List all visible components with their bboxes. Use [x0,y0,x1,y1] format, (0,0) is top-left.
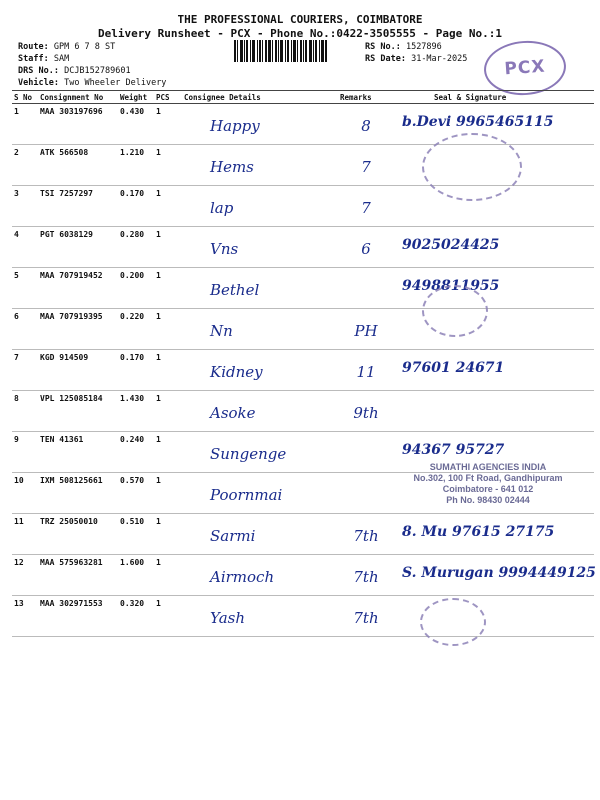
row-pcs: 1 [154,309,182,350]
row-pcs: 1 [154,227,182,268]
row-remark: 11 [338,350,394,391]
row-weight: 0.320 [118,596,154,637]
row-remark: 8 [338,104,394,145]
row-weight: 0.170 [118,350,154,391]
row-consignment-no: TRZ 25050010 [38,514,118,555]
table-row [12,268,594,309]
row-pcs: 1 [154,350,182,391]
col-header-signature: Seal & Signature [394,91,594,104]
row-weight: 0.430 [118,104,154,145]
vehicle-label: Vehicle: [18,78,59,88]
row-sno: 7 [12,350,38,391]
staff-label: Staff: [18,54,49,64]
table-row [12,186,594,227]
round-seal-stamp [422,133,522,201]
row-weight: 0.200 [118,268,154,309]
signature-text: 97601 24671 [402,360,505,376]
row-consignment-no: TSI 7257297 [38,186,118,227]
rs-date-value: 31-Mar-2025 [411,54,468,64]
row-consignee: Hems [182,145,338,186]
row-consignee: Poornmai [182,473,338,514]
rs-date-line [365,54,467,64]
table-row [12,350,594,391]
col-header-remarks: Remarks [338,91,394,104]
row-consignee: Nn [182,309,338,350]
row-remark [338,473,394,514]
col-header-consignment: Consignment No [38,91,118,104]
table-header-row [12,91,594,104]
row-sno: 5 [12,268,38,309]
row-remark [338,268,394,309]
row-sno: 8 [12,391,38,432]
row-consignment-no: MAA 303197696 [38,104,118,145]
address-stamp [388,462,588,506]
runsheet-header-subtitle: Delivery Runsheet - PCX - Phone No.:0422-3505555 - Page No.:1 [98,27,502,40]
row-remark: 7 [338,145,394,186]
row-remark: PH [338,309,394,350]
row-remark: 6 [338,227,394,268]
row-consignee: lap [182,186,338,227]
row-signature [394,227,594,268]
row-consignment-no: IXM 508125661 [38,473,118,514]
row-sno: 11 [12,514,38,555]
row-consignee: Yash [182,596,338,637]
signature-text: b.Devi 9965465115 [402,114,554,130]
row-sno: 13 [12,596,38,637]
row-consignment-no: MAA 707919395 [38,309,118,350]
row-consignee: Happy [182,104,338,145]
address-stamp-line2: No.302, 100 Ft Road, Gandhipuram [413,473,563,483]
row-consignee: Asoke [182,391,338,432]
col-header-sno: S No [12,91,38,104]
row-consignee: Kidney [182,350,338,391]
row-consignee: Sarmi [182,514,338,555]
row-pcs: 1 [154,473,182,514]
row-consignment-no: MAA 575963281 [38,555,118,596]
route-label: Route: [18,42,49,52]
row-consignee: Airmoch [182,555,338,596]
signature-text: 9025024425 [402,237,500,253]
table-row [12,514,594,555]
row-sno: 10 [12,473,38,514]
drs-line [18,66,131,76]
drs-label: DRS No.: [18,66,59,76]
row-consignment-no: MAA 302971553 [38,596,118,637]
row-pcs: 1 [154,268,182,309]
rs-date-label: RS Date: [365,54,406,64]
row-sno: 4 [12,227,38,268]
drs-value: DCJB152789601 [64,66,131,76]
row-remark: 7 [338,186,394,227]
row-pcs: 1 [154,432,182,473]
row-remark: 9th [338,391,394,432]
rs-no-label: RS No.: [365,42,401,52]
row-sno: 2 [12,145,38,186]
row-signature [394,391,594,432]
row-consignment-no: VPL 125085184 [38,391,118,432]
round-seal-stamp [420,598,486,646]
row-signature [394,555,594,596]
row-sno: 1 [12,104,38,145]
table-row [12,596,594,637]
col-header-weight: Weight [118,91,154,104]
row-pcs: 1 [154,596,182,637]
address-stamp-line1: SUMATHI AGENCIES INDIA [429,462,547,472]
row-sno: 12 [12,555,38,596]
row-pcs: 1 [154,391,182,432]
row-pcs: 1 [154,514,182,555]
row-sno: 6 [12,309,38,350]
row-pcs: 1 [154,104,182,145]
table-row [12,391,594,432]
signature-text: 94367 95727 [402,442,505,458]
row-remark: 7th [338,596,394,637]
row-signature [394,350,594,391]
signature-text: 9498811955 [402,278,500,294]
signature-text: S. Murugan 9994449125 [402,565,596,581]
table-row [12,309,594,350]
row-pcs: 1 [154,186,182,227]
row-consignee: Vns [182,227,338,268]
row-weight: 1.430 [118,391,154,432]
row-consignee: Bethel [182,268,338,309]
row-consignment-no: MAA 707919452 [38,268,118,309]
address-stamp-line3: Coimbatore - 641 012 [442,484,534,494]
row-weight: 1.210 [118,145,154,186]
row-sno: 3 [12,186,38,227]
row-weight: 1.600 [118,555,154,596]
route-line [18,42,115,52]
round-seal-stamp [422,285,488,337]
staff-line [18,54,69,64]
rs-no-value: 1527896 [405,42,442,52]
signature-text: 8. Mu 97615 27175 [402,524,555,540]
address-stamp-line4: Ph No. 98430 02444 [446,495,530,505]
row-weight: 0.280 [118,227,154,268]
table-row [12,227,594,268]
table-row [12,104,594,145]
row-weight: 0.510 [118,514,154,555]
row-consignment-no: PGT 6038129 [38,227,118,268]
col-header-consignee: Consignee Details [182,91,338,104]
col-header-pcs: PCS [154,91,182,104]
row-signature [394,514,594,555]
row-remark: 7th [338,514,394,555]
staff-value: SAM [53,54,70,64]
row-weight: 0.220 [118,309,154,350]
row-remark [338,432,394,473]
row-weight: 0.570 [118,473,154,514]
vehicle-value: Two Wheeler Delivery [64,78,167,88]
row-consignment-no: KGD 914509 [38,350,118,391]
rs-no-line [365,42,442,52]
row-consignment-no: TEN 41361 [38,432,118,473]
row-sno: 9 [12,432,38,473]
row-weight: 0.240 [118,432,154,473]
row-pcs: 1 [154,555,182,596]
row-consignee: Sungenge [182,432,338,473]
row-remark: 7th [338,555,394,596]
runsheet-header-title: THE PROFESSIONAL COURIERS, COIMBATORE [177,13,423,26]
table-row [12,555,594,596]
route-value: GPM 6 7 8 ST [53,42,116,52]
row-weight: 0.170 [118,186,154,227]
row-consignment-no: ATK 566508 [38,145,118,186]
vehicle-line [18,78,166,88]
barcode [234,40,358,62]
pcx-stamp: PCX [482,38,568,98]
row-pcs: 1 [154,145,182,186]
